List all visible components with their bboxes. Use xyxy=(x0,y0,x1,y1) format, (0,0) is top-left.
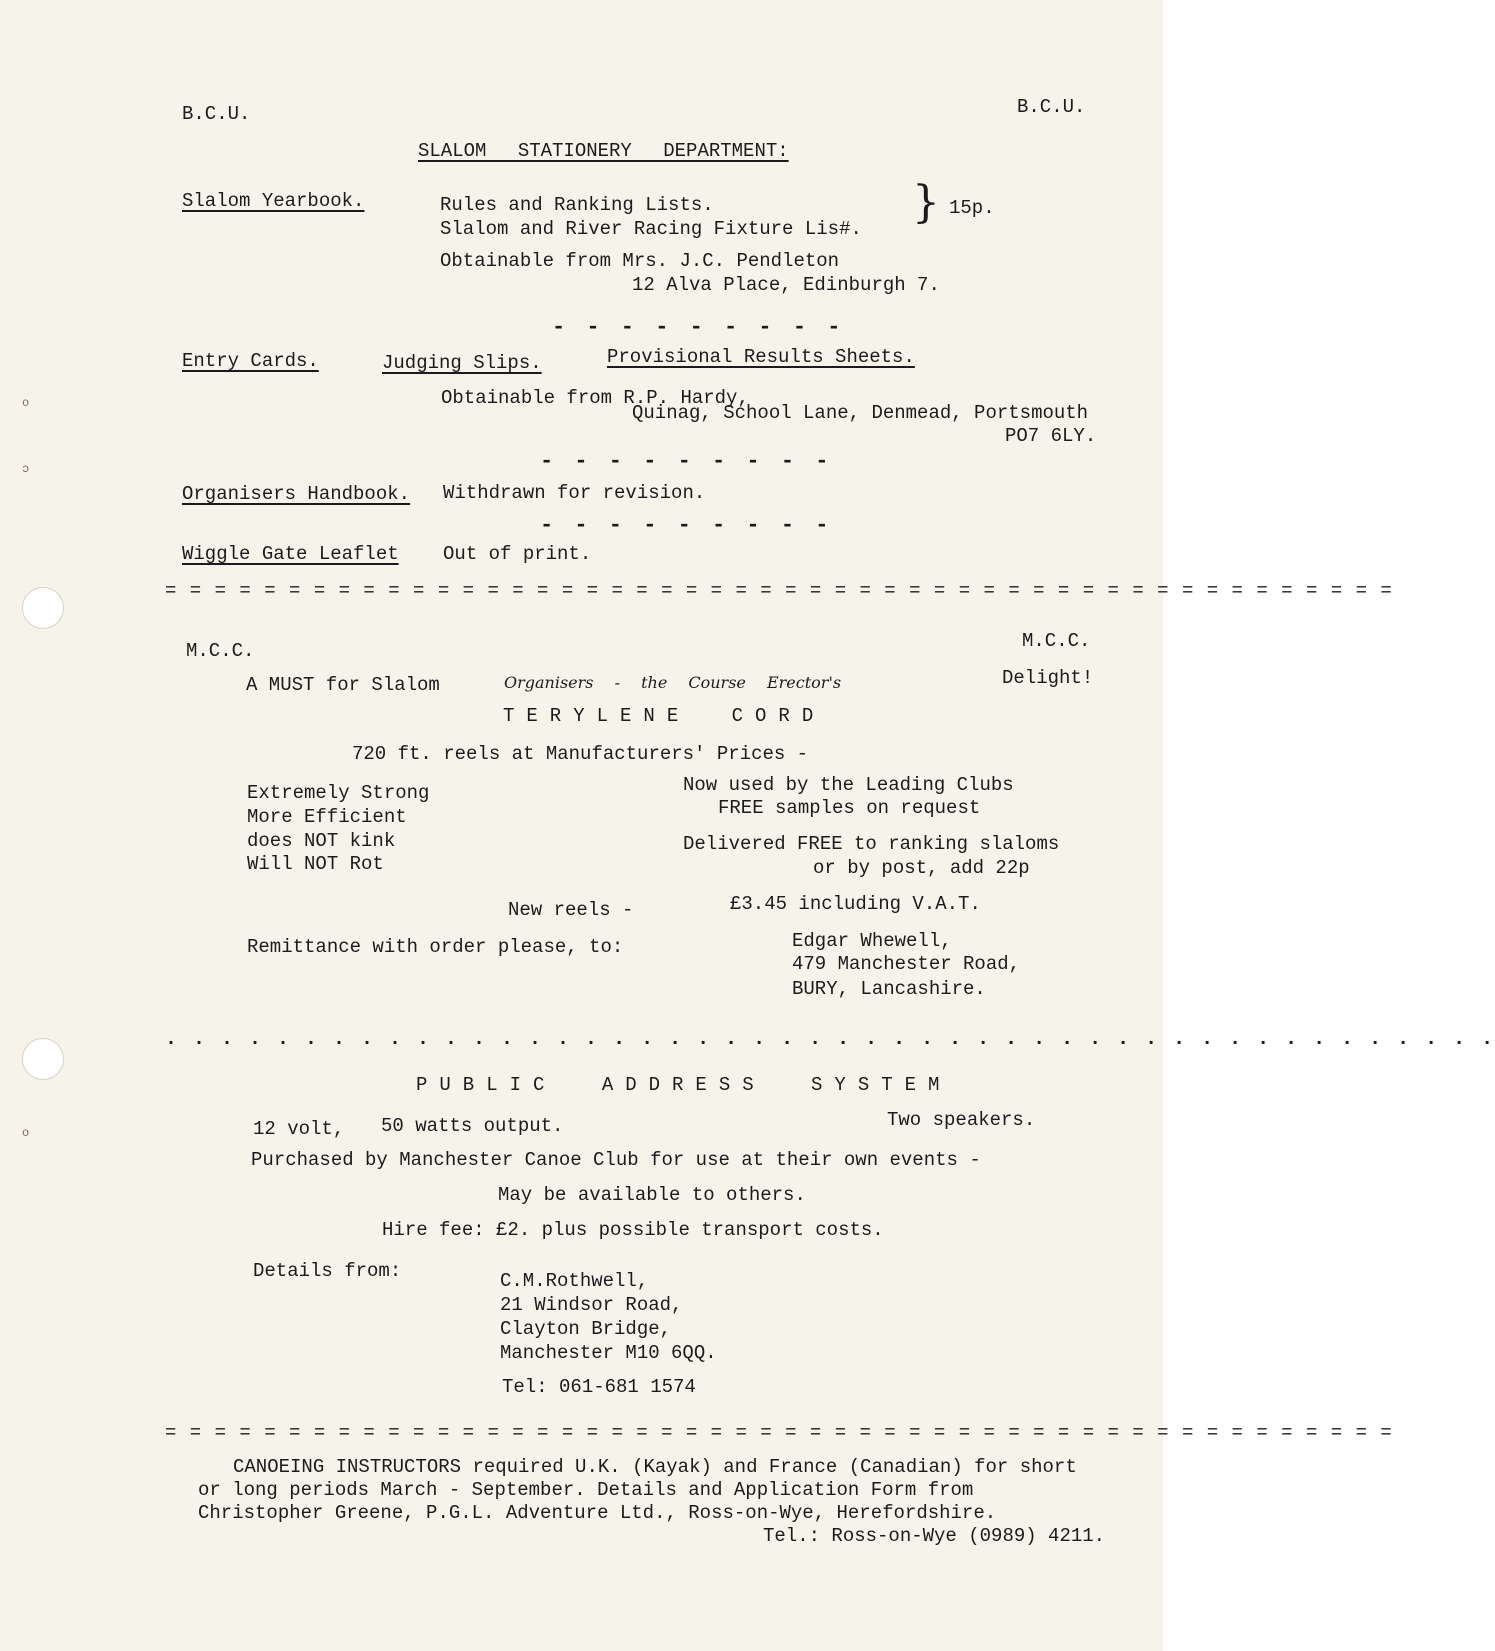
pa-available: May be available to others. xyxy=(498,1184,806,1206)
handbook-label: Organisers Handbook. xyxy=(182,483,411,505)
feature-1: Extremely Strong xyxy=(247,782,430,804)
yearbook-price: 15p. xyxy=(949,197,995,219)
pa-telephone: Tel: 061-681 1574 xyxy=(502,1376,696,1398)
pa-address-4: Manchester M10 6QQ. xyxy=(500,1342,717,1364)
handbook-status: Withdrawn for revision. xyxy=(443,482,706,504)
pa-hire: Hire fee: £2. plus possible transport costs. xyxy=(382,1219,884,1241)
feature-3: does NOT kink xyxy=(247,830,396,852)
brace: } xyxy=(912,177,940,228)
stationery-obtain-label: Obtainable from R.P. Hardy, xyxy=(441,387,749,409)
yearbook-line1: Rules and Ranking Lists. xyxy=(440,194,714,216)
instructors-line2: or long periods March - September. Details and Application Form from xyxy=(198,1479,974,1501)
pa-address-1: C.M.Rothwell, xyxy=(500,1270,649,1292)
bcu-tag-left: B.C.U. xyxy=(182,103,251,125)
dash-rule: - - - - - - - - - xyxy=(540,449,833,474)
pa-title: PUBLIC ADDRESS SYSTEM xyxy=(416,1074,952,1096)
equals-divider: = = = = = = = = = = = = = = = = = = = = = = = = = = = = = = = = = = = = = = = = = = = = = = = = = = xyxy=(165,580,1393,602)
delivered-line: Delivered FREE to ranking slaloms xyxy=(683,833,1060,855)
price-line: £3.45 including V.A.T. xyxy=(730,893,981,915)
instructors-tel: Tel.: Ross-on-Wye (0989) 4211. xyxy=(763,1525,1106,1547)
product-title: TERYLENE CORD xyxy=(503,705,826,727)
yearbook-label: Slalom Yearbook. xyxy=(182,190,365,212)
mcc-tag-right: M.C.C. xyxy=(1022,630,1091,652)
page-title: SLALOM STATIONERY DEPARTMENT: xyxy=(418,140,789,162)
entry-cards-label: Entry Cards. xyxy=(182,350,319,372)
judging-slips-label: Judging Slips. xyxy=(382,352,542,374)
slogan-part2: Organisers - the Course Erector's xyxy=(504,673,842,692)
dash-rule: - - - - - - - - - xyxy=(540,513,833,538)
bcu-tag-right: B.C.U. xyxy=(1017,96,1086,118)
new-reels-label: New reels - xyxy=(508,899,634,921)
wiggle-gate-label: Wiggle Gate Leaflet xyxy=(182,543,399,565)
slogan-part3: Delight! xyxy=(1002,667,1094,689)
yearbook-line2: Slalom and River Racing Fixture Lis#. xyxy=(440,218,862,240)
instructors-line1: CANOEING INSTRUCTORS required U.K. (Kayak) and France (Canadian) for short xyxy=(233,1456,1077,1478)
pa-address-2: 21 Windsor Road, xyxy=(500,1294,683,1316)
yearbook-obtain-address: 12 Alva Place, Edinburgh 7. xyxy=(632,274,940,296)
contact-name: Edgar Whewell, xyxy=(792,930,952,952)
pa-volts: 12 volt, xyxy=(253,1118,345,1140)
instructors-line3: Christopher Greene, P.G.L. Adventure Ltd., Ross-on-Wye, Herefordshire. xyxy=(198,1502,997,1524)
results-sheets-label: Provisional Results Sheets. xyxy=(607,346,915,368)
pa-watts: 50 watts output. xyxy=(381,1115,564,1137)
used-by-line: Now used by the Leading Clubs xyxy=(683,774,1014,796)
margin-mark: ɔ xyxy=(22,462,30,476)
margin-mark: o xyxy=(22,396,30,410)
stationery-obtain-address: Quinag, School Lane, Denmead, Portsmouth xyxy=(632,402,1089,424)
contact-street: 479 Manchester Road, xyxy=(792,953,1021,975)
reels-line: 720 ft. reels at Manufacturers' Prices - xyxy=(352,743,809,765)
pa-speakers: Two speakers. xyxy=(887,1109,1036,1131)
samples-line: FREE samples on request xyxy=(718,797,981,819)
feature-4: Will NOT Rot xyxy=(247,853,384,875)
dotted-divider: . . . . . . . . . . . . . . . . . . . . . . . . . . . . . . . . . . . . . . . . . . . . . . . . xyxy=(165,1028,1495,1051)
pa-details-label: Details from: xyxy=(253,1260,402,1282)
punch-hole-bottom xyxy=(22,1038,64,1080)
pa-address-3: Clayton Bridge, xyxy=(500,1318,672,1340)
mcc-tag-left: M.C.C. xyxy=(186,640,255,662)
remittance-line: Remittance with order please, to: xyxy=(247,936,624,958)
post-line: or by post, add 22p xyxy=(813,857,1030,879)
feature-2: More Efficient xyxy=(247,806,407,828)
wiggle-gate-status: Out of print. xyxy=(443,543,592,565)
equals-divider: = = = = = = = = = = = = = = = = = = = = = = = = = = = = = = = = = = = = = = = = = = = = = = = = = = xyxy=(165,1422,1393,1444)
stationery-postcode: PO7 6LY. xyxy=(1005,425,1097,447)
slogan-part1: A MUST for Slalom xyxy=(246,674,440,696)
pa-purchased: Purchased by Manchester Canoe Club for use at their own events - xyxy=(251,1149,981,1171)
margin-mark: o xyxy=(22,1126,30,1140)
contact-town: BURY, Lancashire. xyxy=(792,978,986,1000)
dash-rule: - - - - - - - - - xyxy=(552,315,845,340)
yearbook-obtain-label: Obtainable from Mrs. J.C. Pendleton xyxy=(440,250,840,272)
punch-hole-top xyxy=(22,587,64,629)
